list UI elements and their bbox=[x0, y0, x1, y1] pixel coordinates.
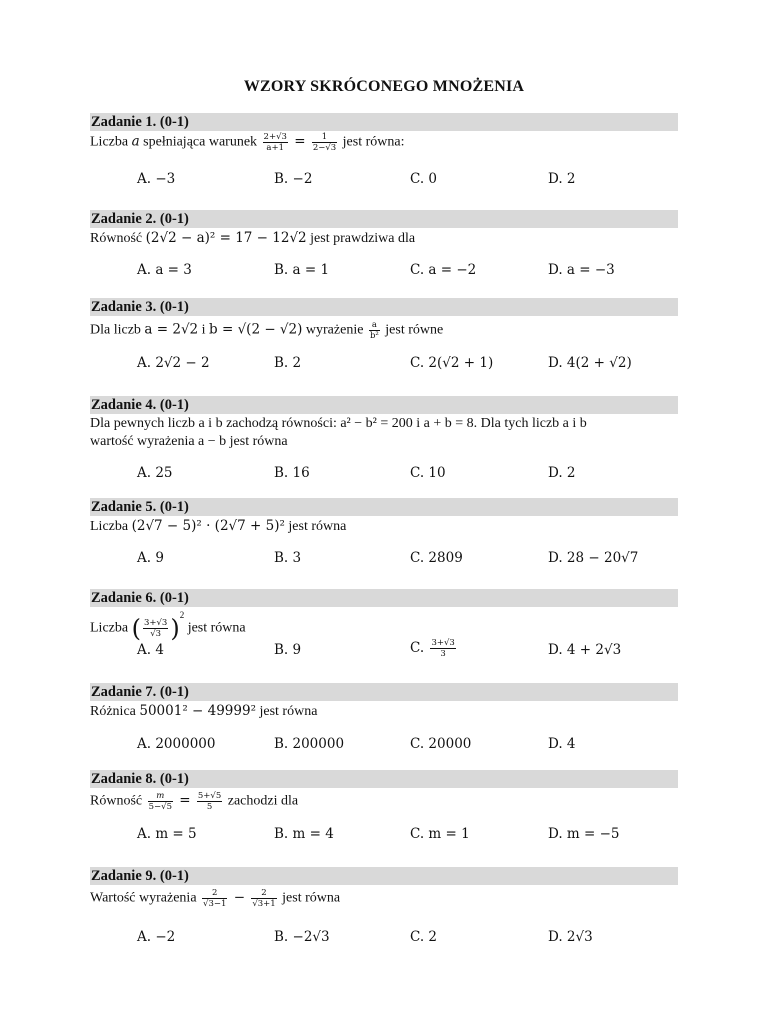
answer-d[interactable]: D. 2 bbox=[548, 465, 576, 481]
fraction bbox=[202, 888, 227, 909]
task-question bbox=[90, 320, 678, 341]
task-heading: Zadanie 6. (0-1) bbox=[90, 589, 678, 607]
answer-d[interactable]: D. 4(2 + √2) bbox=[548, 355, 632, 371]
question-text: spełniająca warunek bbox=[139, 134, 261, 150]
answer-c[interactable]: C. 10 bbox=[410, 465, 446, 481]
question-text: jest równe bbox=[381, 322, 444, 338]
math-operator: = bbox=[174, 792, 195, 809]
answer-b[interactable]: B. a = 1 bbox=[274, 262, 330, 278]
answer-d[interactable]: D. m = −5 bbox=[548, 826, 620, 842]
task-2 bbox=[90, 210, 678, 282]
question-text: jest równa: bbox=[339, 134, 405, 150]
task-heading: Zadanie 7. (0-1) bbox=[90, 683, 678, 701]
fraction bbox=[251, 888, 276, 909]
question-text: Dla pewnych liczb a i b zachodzą równości: a² − b² = 200 i a + b = 8. Dla tych liczb a i b bbox=[90, 416, 587, 431]
answer-c[interactable] bbox=[410, 638, 458, 659]
answer-a[interactable]: A. −2 bbox=[137, 929, 176, 945]
exponent: 2 bbox=[179, 610, 185, 620]
answer-d[interactable]: D. 4 bbox=[548, 736, 576, 752]
question-text: Równość bbox=[90, 793, 146, 809]
answer-d[interactable]: D. 4 + 2√3 bbox=[548, 642, 622, 658]
task-heading: Zadanie 2. (0-1) bbox=[90, 210, 678, 228]
answer-b[interactable]: B. m = 4 bbox=[274, 826, 334, 842]
question-text: Dla liczb bbox=[90, 322, 145, 338]
question-text: zachodzi dla bbox=[224, 793, 299, 809]
fraction bbox=[143, 618, 168, 639]
question-text: jest równa bbox=[184, 620, 246, 636]
fraction-denominator: √3−1 bbox=[203, 899, 227, 909]
question-text: jest równa bbox=[255, 704, 318, 719]
question-text: wyrażenie bbox=[302, 322, 367, 338]
answer-a[interactable]: A. 25 bbox=[137, 465, 173, 481]
fraction bbox=[430, 638, 455, 659]
answer-a[interactable]: A. 2000000 bbox=[137, 736, 216, 752]
task-heading: Zadanie 5. (0-1) bbox=[90, 498, 678, 516]
task-8 bbox=[90, 770, 678, 846]
answer-c[interactable]: C. 20000 bbox=[410, 736, 472, 752]
question-text: i bbox=[198, 322, 210, 338]
question-text: Liczba bbox=[90, 620, 132, 636]
answer-a[interactable]: A. a = 3 bbox=[137, 262, 192, 278]
fraction-denominator: 2−√3 bbox=[312, 143, 337, 153]
task-question bbox=[90, 608, 678, 643]
answer-d[interactable]: D. 2 bbox=[548, 171, 576, 187]
answer-options bbox=[90, 171, 678, 191]
question-text: jest prawdziwa dla bbox=[306, 231, 416, 246]
math-operator: = bbox=[289, 133, 310, 150]
question-text: Liczba bbox=[90, 519, 132, 534]
task-5 bbox=[90, 498, 678, 570]
right-paren: ) bbox=[170, 614, 180, 643]
answer-b[interactable]: B. 16 bbox=[274, 465, 310, 481]
answer-b[interactable]: B. 3 bbox=[274, 550, 302, 566]
task-heading: Zadanie 8. (0-1) bbox=[90, 770, 678, 788]
fraction-numerator: 5+√5 bbox=[197, 791, 222, 801]
answer-b[interactable]: B. −2 bbox=[274, 171, 313, 187]
fraction bbox=[197, 791, 222, 812]
fraction-denominator: 3 bbox=[440, 649, 446, 659]
fraction-denominator: 5−√5 bbox=[148, 802, 172, 812]
question-text: Liczba bbox=[90, 134, 132, 150]
answer-a[interactable]: A. m = 5 bbox=[137, 826, 197, 842]
task-question bbox=[90, 702, 678, 721]
task-4 bbox=[90, 396, 678, 485]
answer-options bbox=[90, 638, 678, 666]
answer-c[interactable]: C. 0 bbox=[410, 171, 438, 187]
fraction-numerator: 1 bbox=[312, 132, 337, 143]
question-text: jest równa bbox=[278, 890, 341, 906]
task-7 bbox=[90, 683, 678, 756]
answer-options bbox=[90, 550, 678, 570]
fraction-numerator: 2+√3 bbox=[263, 132, 287, 142]
answer-c[interactable]: C. m = 1 bbox=[410, 826, 470, 842]
answer-d[interactable]: D. 28 − 20√7 bbox=[548, 550, 639, 566]
answer-a[interactable]: A. 9 bbox=[137, 550, 164, 566]
math-expression: 50001² − 49999² bbox=[139, 703, 256, 719]
task-3 bbox=[90, 298, 678, 375]
task-heading: Zadanie 4. (0-1) bbox=[90, 396, 678, 414]
answer-options bbox=[90, 262, 678, 282]
answer-d[interactable]: D. a = −3 bbox=[548, 262, 615, 278]
fraction-denominator: 5 bbox=[206, 802, 213, 812]
fraction-denominator: b² bbox=[369, 331, 379, 341]
page-title: WZORY SKRÓCONEGO MNOŻENIA bbox=[243, 78, 525, 95]
math-var: a bbox=[131, 133, 140, 150]
task-1 bbox=[90, 113, 678, 191]
task-heading: Zadanie 1. (0-1) bbox=[90, 113, 678, 131]
fraction bbox=[148, 791, 173, 812]
question-text: Równość bbox=[90, 231, 146, 246]
task-heading: Zadanie 9. (0-1) bbox=[90, 867, 678, 885]
answer-options bbox=[90, 355, 678, 375]
fraction-denominator: a+1 bbox=[266, 143, 285, 153]
answer-letter: C. bbox=[410, 640, 429, 656]
fraction-numerator: 3+√3 bbox=[143, 617, 168, 628]
fraction-numerator: 3+√3 bbox=[431, 638, 455, 648]
answer-options bbox=[90, 736, 678, 756]
fraction bbox=[312, 132, 337, 153]
fraction-numerator: 2 bbox=[202, 888, 227, 899]
answer-c[interactable]: C. a = −2 bbox=[410, 262, 477, 278]
fraction-numerator: 2 bbox=[251, 888, 276, 899]
task-question bbox=[90, 415, 678, 451]
question-text: Wartość wyrażenia bbox=[90, 890, 201, 906]
answer-d[interactable]: D. 2√3 bbox=[548, 929, 593, 945]
math-operator: − bbox=[229, 889, 250, 906]
task-9 bbox=[90, 867, 678, 949]
answer-c[interactable]: C. 2(√2 + 1) bbox=[410, 355, 494, 371]
fraction-denominator: √3+1 bbox=[252, 899, 276, 909]
answer-b[interactable]: B. 2 bbox=[274, 355, 302, 371]
answer-c[interactable]: C. 2809 bbox=[410, 550, 463, 566]
math-expression: (2√7 − 5)² · (2√7 + 5)² bbox=[131, 518, 285, 534]
answer-b[interactable]: B. 9 bbox=[274, 642, 302, 658]
answer-a[interactable]: A. −3 bbox=[137, 171, 176, 187]
answer-a[interactable]: A. 4 bbox=[137, 642, 164, 658]
task-question bbox=[90, 791, 678, 812]
fraction-denominator: √3 bbox=[150, 628, 162, 639]
answer-options bbox=[90, 929, 678, 949]
answer-b[interactable]: B. 200000 bbox=[274, 736, 345, 752]
task-question bbox=[90, 229, 678, 248]
task-heading: Zadanie 3. (0-1) bbox=[90, 298, 678, 316]
math-expression: (2√2 − a)² = 17 − 12√2 bbox=[145, 230, 307, 246]
answer-options bbox=[90, 826, 678, 846]
fraction bbox=[263, 132, 288, 153]
task-6 bbox=[90, 589, 678, 666]
question-text: wartość wyrażenia a − b jest równa bbox=[90, 434, 288, 449]
task-question bbox=[90, 132, 678, 153]
task-question bbox=[90, 517, 678, 536]
fraction-numerator: m bbox=[148, 791, 173, 802]
fraction-numerator: a bbox=[369, 320, 380, 331]
answer-a[interactable]: A. 2√2 − 2 bbox=[137, 355, 210, 371]
question-text: jest równa bbox=[284, 519, 347, 534]
answer-options bbox=[90, 465, 678, 485]
task-question bbox=[90, 888, 678, 909]
answer-b[interactable]: B. −2√3 bbox=[274, 929, 330, 945]
math-expression: a = 2√2 bbox=[144, 321, 199, 338]
fraction bbox=[369, 320, 380, 341]
left-paren: ( bbox=[131, 614, 141, 643]
question-text: Różnica bbox=[90, 704, 140, 719]
answer-c[interactable]: C. 2 bbox=[410, 929, 438, 945]
math-expression: b = √(2 − √2) bbox=[209, 321, 303, 338]
